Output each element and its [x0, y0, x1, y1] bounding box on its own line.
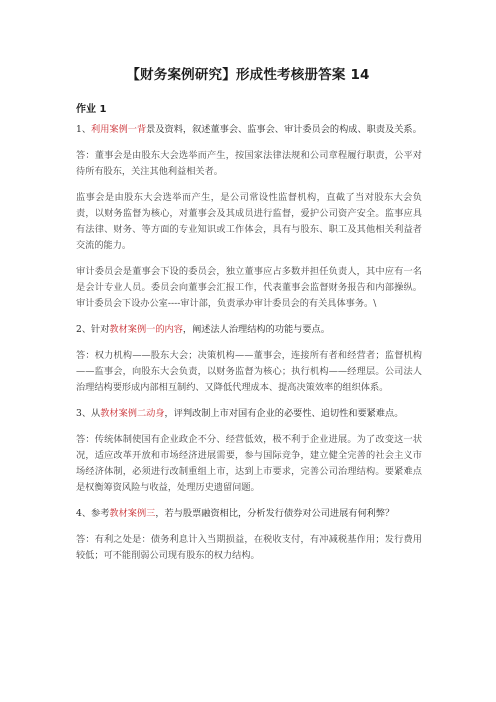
question-4 [76, 506, 422, 522]
question-3-prefix: 3、从 [76, 407, 101, 419]
question-3-highlight: 教材案例二动身 [100, 407, 165, 419]
question-4-text: ，若与股票融资相比，分析发行债券对公司进展有何利弊？ [155, 507, 395, 519]
question-4-prefix: 4、参考 [76, 507, 110, 519]
question-2-text: ，阐述法人治理结构的功能与要点。 [182, 324, 330, 336]
question-1 [76, 122, 422, 138]
question-1-text: 景及资料，叙述董事会、监事会、审计委员会的构成、职责及关系。 [146, 124, 422, 135]
question-1-highlight: 利用案例一背 [91, 124, 147, 135]
question-1-prefix: 1、 [76, 124, 92, 135]
answer-3-paragraph-1: 答：传统体制使国有企业政企不分、经营低效，极不利于企业进展。为了改变这一状况，适应改革开放和市场经济进展需要，参与国际竞争，建立健全完善的社会主义市场经济体制，必须进行改制重组上市，达到上市要求，完善公司治理结构。要紧难点是权衡筹资风险与收益，处理历史遗留问题。 [76, 433, 422, 494]
question-3 [76, 406, 422, 422]
answer-1-paragraph-1: 答：董事会是由股东大会选举而产生，按国家法律法规和公司章程履行职责，公平对待所有股东，关注其他利益相关者。 [76, 149, 422, 177]
answer-1-paragraph-2: 监事会是由股东大会选举而产生，是公司常设性监督机构，直截了当对股东大会负责，以财务监督为核心，对董事会及其成员进行监督，爱护公司资产安全。监事应具有法律、财务、等方面的专业知识或工作体会，具有与股东、职工及其他相关利益者交流的能力。 [76, 191, 422, 252]
question-4-highlight: 教材案例三 [109, 507, 156, 519]
answer-4-paragraph-1: 答：有利之处是：债务利息计入当期损益，在税收支付，有冲减税基作用；发行费用较低；可不能削弱公司现有股东的权力结构。 [76, 533, 422, 561]
answer-1-paragraph-3: 审计委员会是董事会下设的委员会，独立董事应占多数并担任负责人，其中应有一名是会计专业人员。委员会向董事会汇报工作，代表董事会监督财务报告和内部操纵。审计委员会下设办公室----审计部，负责承办审计委员会的有关具体事务。\ [76, 265, 422, 310]
question-3-text: ，评判改制上市对国有企业的必要性、追切性和要紧难点。 [164, 407, 404, 419]
question-2-prefix: 2、针对 [76, 324, 110, 336]
section-heading: 作业 1 [76, 104, 107, 115]
answer-2-paragraph-1: 答：权力机构——股东大会；决策机构——董事会，连接所有者和经营者；监督机构——监事会，向股东大会负责，以财务监督为核心；执行机构——经理层。公司法人治理结构要形成内部相互制约、又降低代理成本、提高决策效率的组织体系。 [76, 349, 422, 394]
question-2 [76, 322, 422, 338]
document-body [76, 122, 422, 573]
question-2-highlight: 教材案例一的内容 [109, 324, 183, 336]
document-title: 【财务案例研究】形成性考核册答案 14 [126, 67, 370, 83]
